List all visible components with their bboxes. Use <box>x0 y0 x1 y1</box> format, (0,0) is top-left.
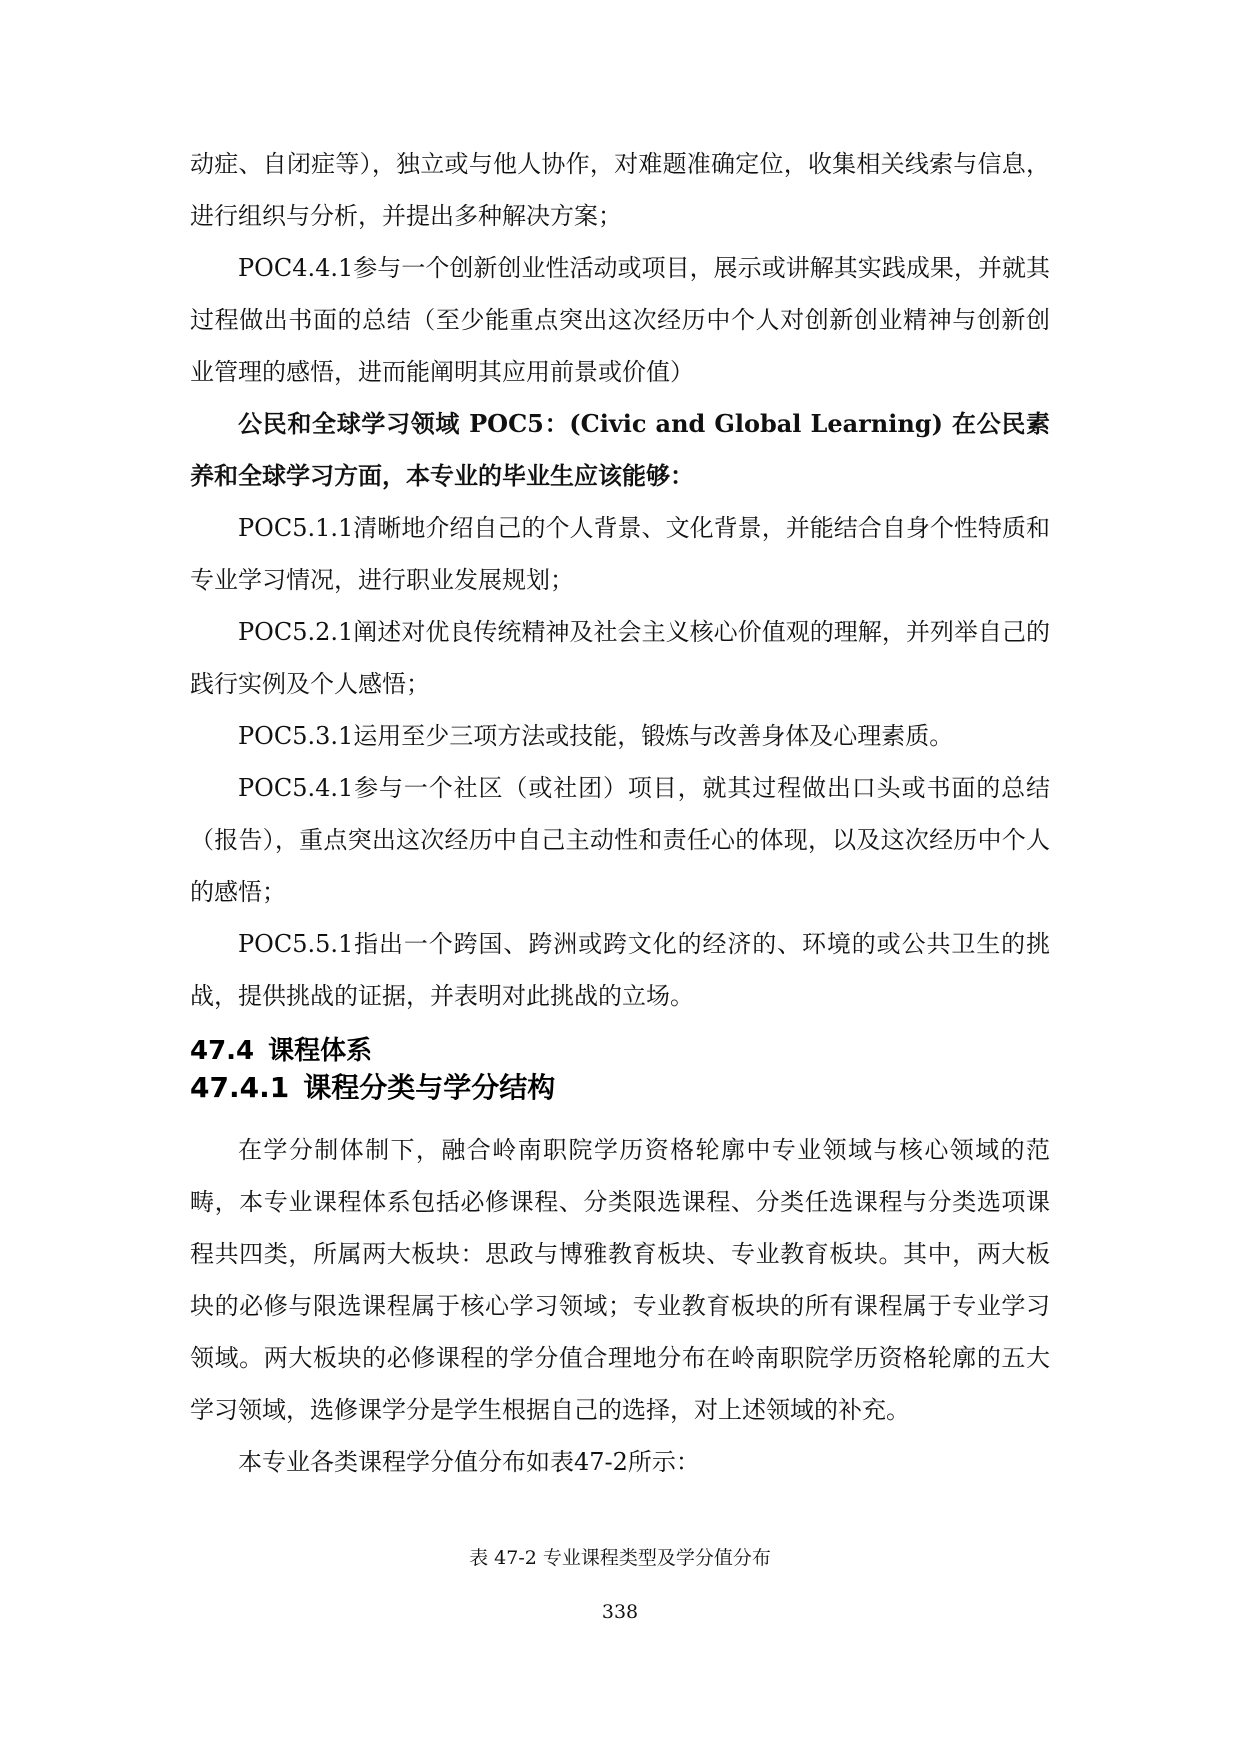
paragraph-poc5-1-1: POC5.1.1清晰地介绍自己的个人背景、文化背景，并能结合自身个性特质和专业学习情况，进行职业发展规划； <box>190 514 1050 594</box>
paragraph-poc5-domain-intro: 公民和全球学习领域 POC5：(Civic and Global Learning) 在公民素养和全球学习方面，本专业的毕业生应该能够： <box>190 409 1050 490</box>
section-heading-47-4-1 <box>190 1070 555 1106</box>
section-title: 课程体系 <box>268 1036 373 1066</box>
paragraph-poc5-3-1: POC5.3.1运用至少三项方法或技能，锻炼与改善身体及心理素质。 <box>238 722 954 750</box>
section-number: 47.4 <box>190 1036 255 1066</box>
table-caption: 表 47-2 专业课程类型及学分值分布 <box>469 1547 771 1569</box>
paragraph-curriculum-structure: 在学分制体制下，融合岭南职院学历资格轮廓中专业领域与核心领域的范畴，本专业课程体系包括必修课程、分类限选课程、分类任选课程与分类选项课程共四类，所属两大板块：思政与博雅教育板块、专业教育板块。其中，两大板块的必修与限选课程属于核心学习领域；专业教育板块的所有课程属于专业学习领域。两大板块的必修课程的学分值合理地分布在岭南职院学历资格轮廓的五大学习领域，选修课学分是学生根据自己的选择，对上述领域的补充。 <box>190 1136 1050 1424</box>
page-number: 338 <box>601 1601 639 1623</box>
paragraph-poc5-5-1: POC5.5.1指出一个跨国、跨洲或跨文化的经济的、环境的或公共卫生的挑战，提供挑战的证据，并表明对此挑战的立场。 <box>190 930 1050 1010</box>
subsection-title: 课程分类与学分结构 <box>303 1071 556 1104</box>
paragraph-problem-solving-continued: 动症、自闭症等），独立或与他人协作，对难题准确定位，收集相关线索与信息，进行组织与分析，并提出多种解决方案； <box>190 150 1050 230</box>
subsection-number: 47.4.1 <box>190 1071 290 1104</box>
paragraph-poc4-4-1: POC4.4.1参与一个创新创业性活动或项目，展示或讲解其实践成果，并就其过程做出书面的总结（至少能重点突出这次经历中个人对创新创业精神与创新创业管理的感悟，进而能阐明其应用前景或价值） <box>190 254 1050 386</box>
section-heading-47-4 <box>190 1034 372 1068</box>
paragraph-poc5-4-1: POC5.4.1参与一个社区（或社团）项目，就其过程做出口头或书面的总结（报告），重点突出这次经历中自己主动性和责任心的体现，以及这次经历中个人的感悟； <box>190 774 1050 906</box>
paragraph-poc5-2-1: POC5.2.1阐述对优良传统精神及社会主义核心价值观的理解，并列举自己的践行实例及个人感悟； <box>190 618 1050 698</box>
paragraph-table-reference: 本专业各类课程学分值分布如表47-2所示： <box>238 1448 700 1476</box>
